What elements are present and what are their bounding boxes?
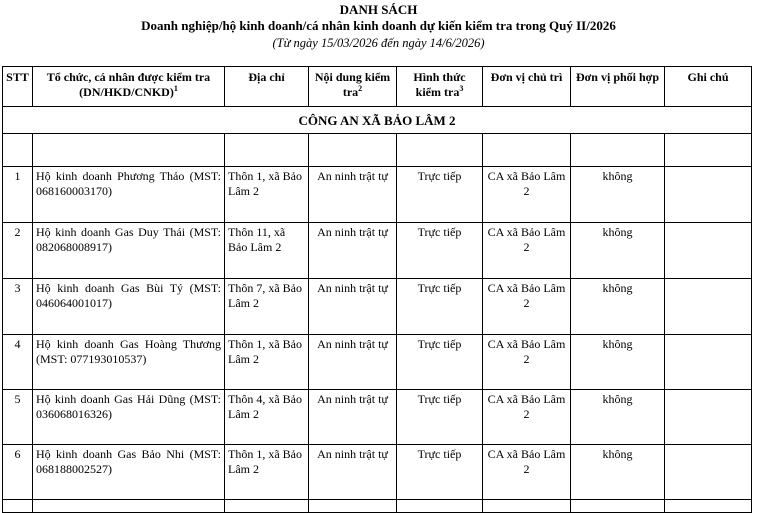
cell-address: Thôn 4, xã Bảo Lâm 2	[225, 390, 309, 445]
spacer-row	[3, 500, 752, 513]
header-note: Ghi chú	[665, 67, 752, 107]
section-row	[3, 107, 752, 134]
cell-content: An ninh trật tự	[309, 223, 397, 279]
cell-org: Hộ kinh doanh Gas Bùi Tý (MST: 046064001017)	[33, 279, 225, 335]
header-stt: STT	[3, 67, 33, 107]
document-period: (Từ ngày 15/03/2026 đến ngày 14/6/2026)	[272, 36, 485, 50]
cell-note	[665, 167, 752, 223]
cell-lead: CA xã Bảo Lâm 2	[483, 279, 571, 335]
header-form: Hình thức kiểm tra$^3$	[397, 67, 483, 107]
cell-coop: không	[571, 445, 665, 500]
cell-note	[665, 335, 752, 390]
cell-lead: CA xã Bảo Lâm 2	[483, 445, 571, 500]
cell-stt: 2	[3, 223, 33, 279]
inspection-table	[2, 66, 752, 513]
cell-coop: không	[571, 167, 665, 223]
table-row	[3, 445, 752, 500]
cell-org: Hộ kinh doanh Gas Hải Dũng (MST: 036068016326)	[33, 390, 225, 445]
header-content: Nội dung kiểm tra$^2$	[309, 67, 397, 107]
cell-org: Hộ kinh doanh Gas Bảo Nhi (MST: 068188002527)	[33, 445, 225, 500]
header-lead: Đơn vị chủ trì	[483, 67, 571, 107]
cell-stt: 5	[3, 390, 33, 445]
cell-address: Thôn 1, xã Bảo Lâm 2	[225, 335, 309, 390]
cell-address: Thôn 1, xã Bảo Lâm 2	[225, 167, 309, 223]
cell-content: An ninh trật tự	[309, 445, 397, 500]
cell-form: Trực tiếp	[397, 167, 483, 223]
cell-org: Hộ kinh doanh Gas Hoàng Thương (MST: 077193010537)	[33, 335, 225, 390]
cell-stt: 1	[3, 167, 33, 223]
cell-note	[665, 223, 752, 279]
cell-coop: không	[571, 390, 665, 445]
header-coop: Đơn vị phối hợp	[571, 67, 665, 107]
cell-content: An ninh trật tự	[309, 335, 397, 390]
cell-address: Thôn 11, xã Bảo Lâm 2	[225, 223, 309, 279]
cell-note	[665, 390, 752, 445]
cell-lead: CA xã Bảo Lâm 2	[483, 390, 571, 445]
cell-coop: không	[571, 223, 665, 279]
spacer-row	[3, 134, 752, 167]
header-address: Địa chỉ	[225, 67, 309, 107]
cell-form: Trực tiếp	[397, 279, 483, 335]
cell-form: Trực tiếp	[397, 223, 483, 279]
cell-lead: CA xã Bảo Lâm 2	[483, 335, 571, 390]
cell-coop: không	[571, 335, 665, 390]
cell-content: An ninh trật tự	[309, 167, 397, 223]
cell-stt: 4	[3, 335, 33, 390]
cell-form: Trực tiếp	[397, 445, 483, 500]
table-row	[3, 167, 752, 223]
document-title: DANH SÁCH	[339, 2, 418, 17]
cell-org: Hộ kinh doanh Phương Thảo (MST: 068160003170)	[33, 167, 225, 223]
section-title: CÔNG AN XÃ BẢO LÂM 2	[3, 107, 752, 134]
cell-org: Hộ kinh doanh Gas Duy Thái (MST: 082068008917)	[33, 223, 225, 279]
header-org: Tổ chức, cá nhân được kiểm tra (DN/HKD/CNKD)$^1$	[33, 67, 225, 107]
cell-form: Trực tiếp	[397, 390, 483, 445]
table-row	[3, 223, 752, 279]
document-subtitle: Doanh nghiệp/hộ kinh doanh/cá nhân kinh doanh dự kiến kiểm tra trong Quý II/2026	[141, 18, 616, 33]
table-row	[3, 390, 752, 445]
cell-note	[665, 279, 752, 335]
cell-lead: CA xã Bảo Lâm 2	[483, 167, 571, 223]
table-row	[3, 279, 752, 335]
table-row	[3, 335, 752, 390]
header-row	[3, 67, 752, 107]
cell-address: Thôn 1, xã Bảo Lâm 2	[225, 445, 309, 500]
cell-address: Thôn 7, xã Bảo Lâm 2	[225, 279, 309, 335]
cell-content: An ninh trật tự	[309, 390, 397, 445]
cell-lead: CA xã Bảo Lâm 2	[483, 223, 571, 279]
cell-coop: không	[571, 279, 665, 335]
cell-stt: 6	[3, 445, 33, 500]
cell-note	[665, 445, 752, 500]
cell-form: Trực tiếp	[397, 335, 483, 390]
cell-stt: 3	[3, 279, 33, 335]
cell-content: An ninh trật tự	[309, 279, 397, 335]
